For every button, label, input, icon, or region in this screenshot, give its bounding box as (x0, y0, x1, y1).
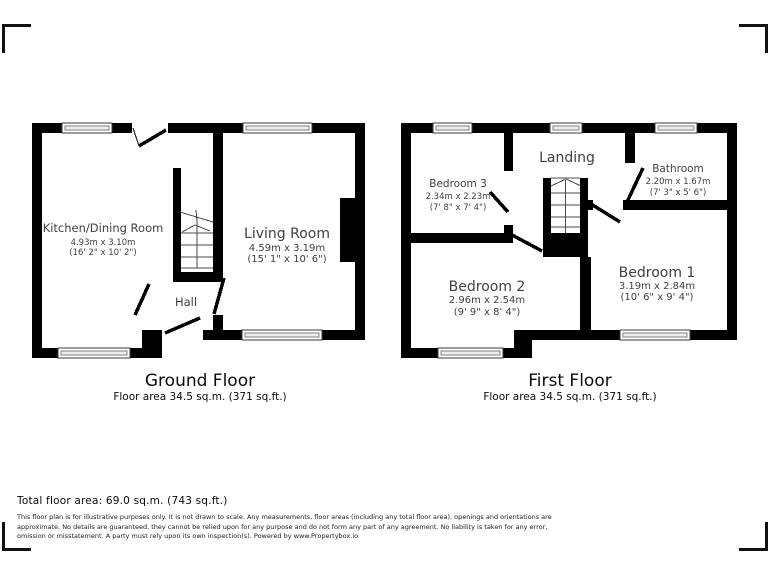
bedroom2-door-leaf (512, 235, 542, 251)
window (433, 123, 472, 133)
disclaimer-line: approximate. No details are guaranteed, they cannot be relied upon for any purpose and do not form any part of any agreement. No liability is taken for any error, (17, 522, 548, 531)
hall-label: Hall (174, 295, 198, 309)
bedroom2-dims-ft: (9' 9" x 8' 4") (453, 307, 521, 318)
first-floor-title: First Floor (528, 371, 612, 391)
first-floor-area-label: Floor area 34.5 sq.m. (371 sq.ft.) (483, 391, 657, 403)
bathroom-room-label: Bathroom (652, 163, 704, 175)
bedroom1-dims-m: 3.19m x 2.84m (618, 281, 696, 292)
corner-mark-bottom-right (739, 522, 768, 551)
bathroom-dims-m: 2.20m x 1.67m (645, 177, 711, 187)
kitchen-dims-ft: (16' 2" x 10' 2") (69, 248, 137, 258)
bathroom-dims-ft: (7' 3" x 5' 6") (649, 188, 707, 198)
disclaimer-line: omission or misstatement. A party must rely upon its own inspection(s). Powered by www.Propertybox.io (17, 532, 359, 540)
stairs-up-arrow (182, 225, 210, 232)
first-floor-plan (400, 105, 740, 370)
living-room-label: Living Room (244, 226, 330, 242)
window (438, 348, 503, 358)
chimney-breast (340, 198, 355, 262)
window (58, 348, 130, 358)
bedroom1-door-leaf (591, 204, 620, 222)
window (620, 330, 690, 340)
window (655, 123, 697, 133)
kitchen-door-leaf (135, 284, 149, 315)
kitchen-dims-m: 4.93m x 3.10m (70, 238, 136, 248)
window (242, 330, 322, 340)
window (550, 123, 582, 133)
bedroom2-room-label: Bedroom 2 (448, 279, 526, 295)
bedroom1-dims-ft: (10' 6" x 9' 4") (620, 292, 694, 303)
living-room-door-leaf (214, 278, 224, 314)
ground-floor-title: Ground Floor (144, 371, 256, 391)
bedroom3-dims-ft: (7' 8" x 7' 4") (429, 203, 487, 213)
ground-floor-area-label: Floor area 34.5 sq.m. (371 sq.ft.) (113, 391, 287, 403)
living-dims-ft: (15' 1" x 10' 6") (247, 254, 327, 265)
first-floor-stairs (551, 178, 581, 233)
ground-floor-room-labels (43, 221, 330, 309)
bedroom3-door-leaf (490, 192, 508, 212)
disclaimer-line: This floor plan is for illustrative purposes only. It is not drawn to scale. Any measurements, floor areas (including any total floor area), openings and orientations are (17, 513, 552, 521)
landing-label: Landing (539, 150, 595, 166)
ground-floor-plan (30, 105, 370, 370)
bathroom-door-leaf (627, 168, 643, 202)
corner-mark-top-left (2, 24, 31, 53)
bedroom1-room-label: Bedroom 1 (618, 265, 696, 281)
kitchen-room-label: Kitchen/Dining Room (42, 221, 164, 235)
stairs-tick (196, 210, 197, 221)
corner-mark-top-right (739, 24, 768, 53)
window (243, 123, 312, 133)
bedroom3-room-label: Bedroom 3 (429, 178, 487, 190)
bedroom3-dims-m: 2.34m x 2.23m (425, 192, 491, 202)
living-dims-m: 4.59m x 3.19m (248, 243, 326, 254)
stair-void-block (543, 233, 588, 257)
window (62, 123, 112, 133)
disclaimer (17, 513, 552, 542)
total-floor-area: Total floor area: 69.0 sq.m. (743 sq.ft.) (17, 495, 228, 507)
ground-floor-stairs (180, 210, 213, 268)
bedroom2-dims-m: 2.96m x 2.54m (448, 295, 526, 306)
